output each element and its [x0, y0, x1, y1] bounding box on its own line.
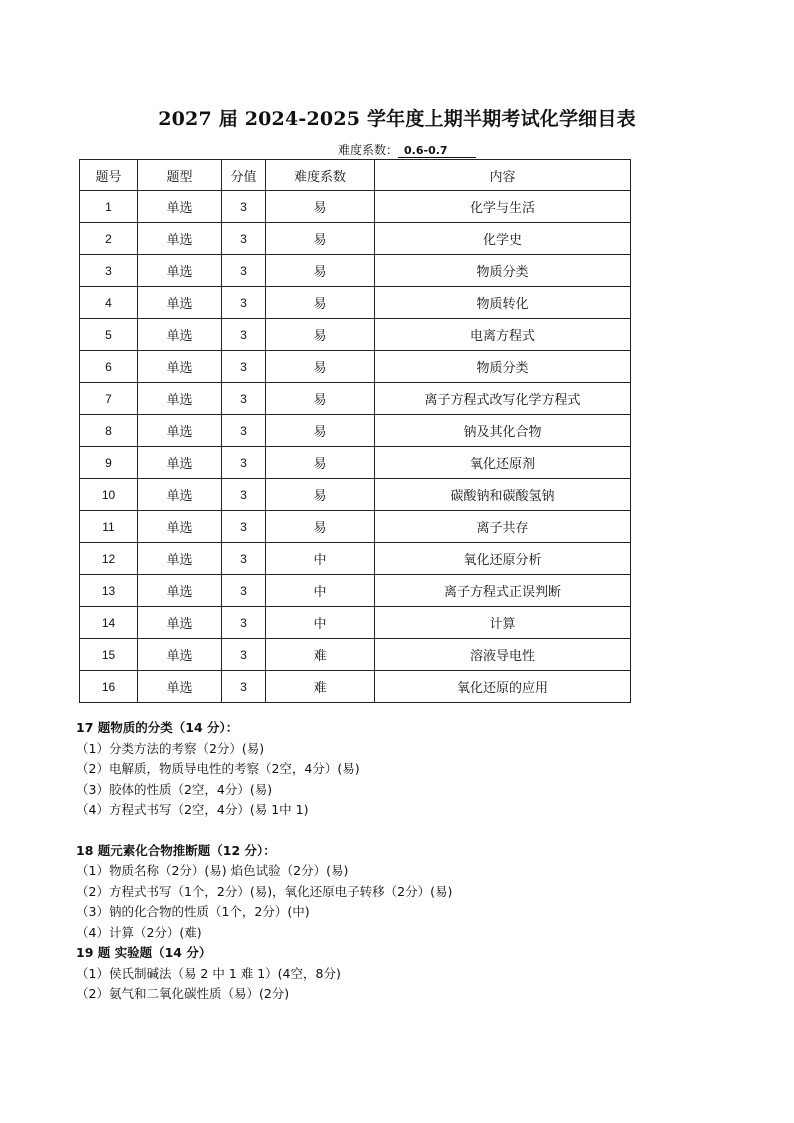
- cell-score: 3: [222, 191, 266, 223]
- cell-content: 电离方程式: [375, 319, 631, 351]
- section-item: （3）胶体的性质（2空，4分）(易): [76, 781, 273, 797]
- cell-difficulty: 易: [266, 223, 375, 255]
- cell-question-type: 单选: [138, 223, 222, 255]
- cell-content: 化学与生活: [375, 191, 631, 223]
- cell-content: 离子方程式改写化学方程式: [375, 383, 631, 415]
- cell-score: 3: [222, 543, 266, 575]
- difficulty-label: 难度系数：: [338, 143, 399, 157]
- cell-question-number: 9: [80, 447, 138, 479]
- cell-score: 3: [222, 383, 266, 415]
- table-row: [80, 223, 631, 255]
- cell-content: 物质分类: [375, 351, 631, 383]
- detail-table: [79, 159, 631, 703]
- cell-score: 3: [222, 639, 266, 671]
- cell-difficulty: 易: [266, 319, 375, 351]
- header-content: 内容: [375, 160, 631, 191]
- cell-question-number: 1: [80, 191, 138, 223]
- table-row: [80, 511, 631, 543]
- cell-score: 3: [222, 607, 266, 639]
- cell-difficulty: 难: [266, 671, 375, 703]
- cell-question-number: 14: [80, 607, 138, 639]
- table-row: [80, 415, 631, 447]
- section-item: （2）电解质，物质导电性的考察（2空，4分）(易): [76, 761, 360, 776]
- cell-score: 3: [222, 575, 266, 607]
- table-row: [80, 671, 631, 703]
- table-row: [80, 575, 631, 607]
- cell-question-number: 15: [80, 639, 138, 671]
- cell-difficulty: 易: [266, 383, 375, 415]
- cell-question-number: 13: [80, 575, 138, 607]
- table-row: [80, 607, 631, 639]
- table-row: [80, 543, 631, 575]
- cell-question-number: 5: [80, 319, 138, 351]
- cell-question-number: 3: [80, 255, 138, 287]
- table-row: [80, 351, 631, 383]
- header-question-number: 题号: [80, 160, 138, 191]
- difficulty-coefficient: [338, 141, 476, 158]
- cell-content: 氧化还原的应用: [375, 671, 631, 703]
- cell-difficulty: 易: [266, 511, 375, 543]
- header-score: 分值: [222, 160, 266, 191]
- cell-question-type: 单选: [138, 255, 222, 287]
- cell-difficulty: 难: [266, 639, 375, 671]
- cell-difficulty: 易: [266, 479, 375, 511]
- cell-content: 溶液导电性: [375, 639, 631, 671]
- section-item: （1）侯氏制碱法（易 2 中 1 难 1）(4空，8分): [76, 965, 341, 981]
- cell-difficulty: 中: [266, 543, 375, 575]
- cell-difficulty: 易: [266, 447, 375, 479]
- cell-question-type: 单选: [138, 319, 222, 351]
- cell-content: 化学史: [375, 223, 631, 255]
- section-item: （2）方程式书写（1个，2分）(易)，氧化还原电子转移（2分）(易): [76, 883, 453, 899]
- cell-content: 氧化还原分析: [375, 543, 631, 575]
- cell-question-number: 11: [80, 511, 138, 543]
- cell-question-type: 单选: [138, 447, 222, 479]
- cell-content: 离子共存: [375, 511, 631, 543]
- cell-score: 3: [222, 479, 266, 511]
- cell-difficulty: 中: [266, 607, 375, 639]
- cell-difficulty: 易: [266, 351, 375, 383]
- cell-question-number: 2: [80, 223, 138, 255]
- cell-question-type: 单选: [138, 543, 222, 575]
- header-question-type: 题型: [138, 160, 222, 191]
- section-item: （2）氨气和二氧化碳性质（易）(2分): [76, 986, 290, 1001]
- cell-content: 氧化还原剂: [375, 447, 631, 479]
- cell-difficulty: 易: [266, 191, 375, 223]
- table-row: [80, 383, 631, 415]
- cell-question-type: 单选: [138, 511, 222, 543]
- table-row: [80, 319, 631, 351]
- table-row: [80, 639, 631, 671]
- section-title: 18 题元素化合物推断题（12 分）：: [76, 842, 276, 858]
- table-row: [80, 191, 631, 223]
- question-sections: [76, 718, 716, 1005]
- cell-score: 3: [222, 287, 266, 319]
- header-difficulty: 难度系数: [266, 160, 375, 191]
- section-item: （4）方程式书写（2空，4分）(易 1中 1): [76, 802, 309, 817]
- cell-question-type: 单选: [138, 191, 222, 223]
- section-item: （1）分类方法的考察（2分）(易): [76, 740, 265, 756]
- cell-difficulty: 中: [266, 575, 375, 607]
- cell-score: 3: [222, 223, 266, 255]
- cell-question-number: 7: [80, 383, 138, 415]
- cell-question-type: 单选: [138, 639, 222, 671]
- table-row: [80, 479, 631, 511]
- table-row: [80, 287, 631, 319]
- table-header-row: [80, 160, 631, 191]
- cell-question-type: 单选: [138, 287, 222, 319]
- cell-question-type: 单选: [138, 575, 222, 607]
- difficulty-value: 0.6-0.7: [398, 144, 476, 158]
- cell-content: 钠及其化合物: [375, 415, 631, 447]
- section-title: 17 题物质的分类（14 分）：: [76, 720, 239, 735]
- cell-question-number: 6: [80, 351, 138, 383]
- section-item: （4）计算（2分）(难): [76, 924, 202, 940]
- cell-question-type: 单选: [138, 383, 222, 415]
- cell-score: 3: [222, 511, 266, 543]
- cell-score: 3: [222, 447, 266, 479]
- cell-difficulty: 易: [266, 255, 375, 287]
- cell-score: 3: [222, 415, 266, 447]
- cell-question-number: 12: [80, 543, 138, 575]
- cell-question-type: 单选: [138, 479, 222, 511]
- cell-question-type: 单选: [138, 351, 222, 383]
- cell-question-number: 4: [80, 287, 138, 319]
- section-spacer: [76, 821, 716, 841]
- cell-content: 物质分类: [375, 255, 631, 287]
- cell-question-number: 10: [80, 479, 138, 511]
- cell-question-number: 16: [80, 671, 138, 703]
- cell-content: 计算: [375, 607, 631, 639]
- section-item: （1）物质名称（2分）(易) 焰色试验（2分）(易): [76, 863, 349, 878]
- cell-question-type: 单选: [138, 607, 222, 639]
- section-title: 19 题 实验题（14 分）: [76, 945, 212, 960]
- page-title: 2027 届 2024-2025 学年度上期半期考试化学细目表: [158, 108, 636, 130]
- cell-score: 3: [222, 671, 266, 703]
- cell-question-type: 单选: [138, 671, 222, 703]
- cell-difficulty: 易: [266, 415, 375, 447]
- table-row: [80, 447, 631, 479]
- cell-content: 物质转化: [375, 287, 631, 319]
- cell-score: 3: [222, 319, 266, 351]
- cell-question-number: 8: [80, 415, 138, 447]
- cell-content: 碳酸钠和碳酸氢钠: [375, 479, 631, 511]
- section-item: （3）钠的化合物的性质（1个，2分）(中): [76, 904, 310, 919]
- cell-content: 离子方程式正误判断: [375, 575, 631, 607]
- table-body: [80, 191, 631, 703]
- cell-difficulty: 易: [266, 287, 375, 319]
- table-row: [80, 255, 631, 287]
- cell-question-type: 单选: [138, 415, 222, 447]
- cell-score: 3: [222, 255, 266, 287]
- cell-score: 3: [222, 351, 266, 383]
